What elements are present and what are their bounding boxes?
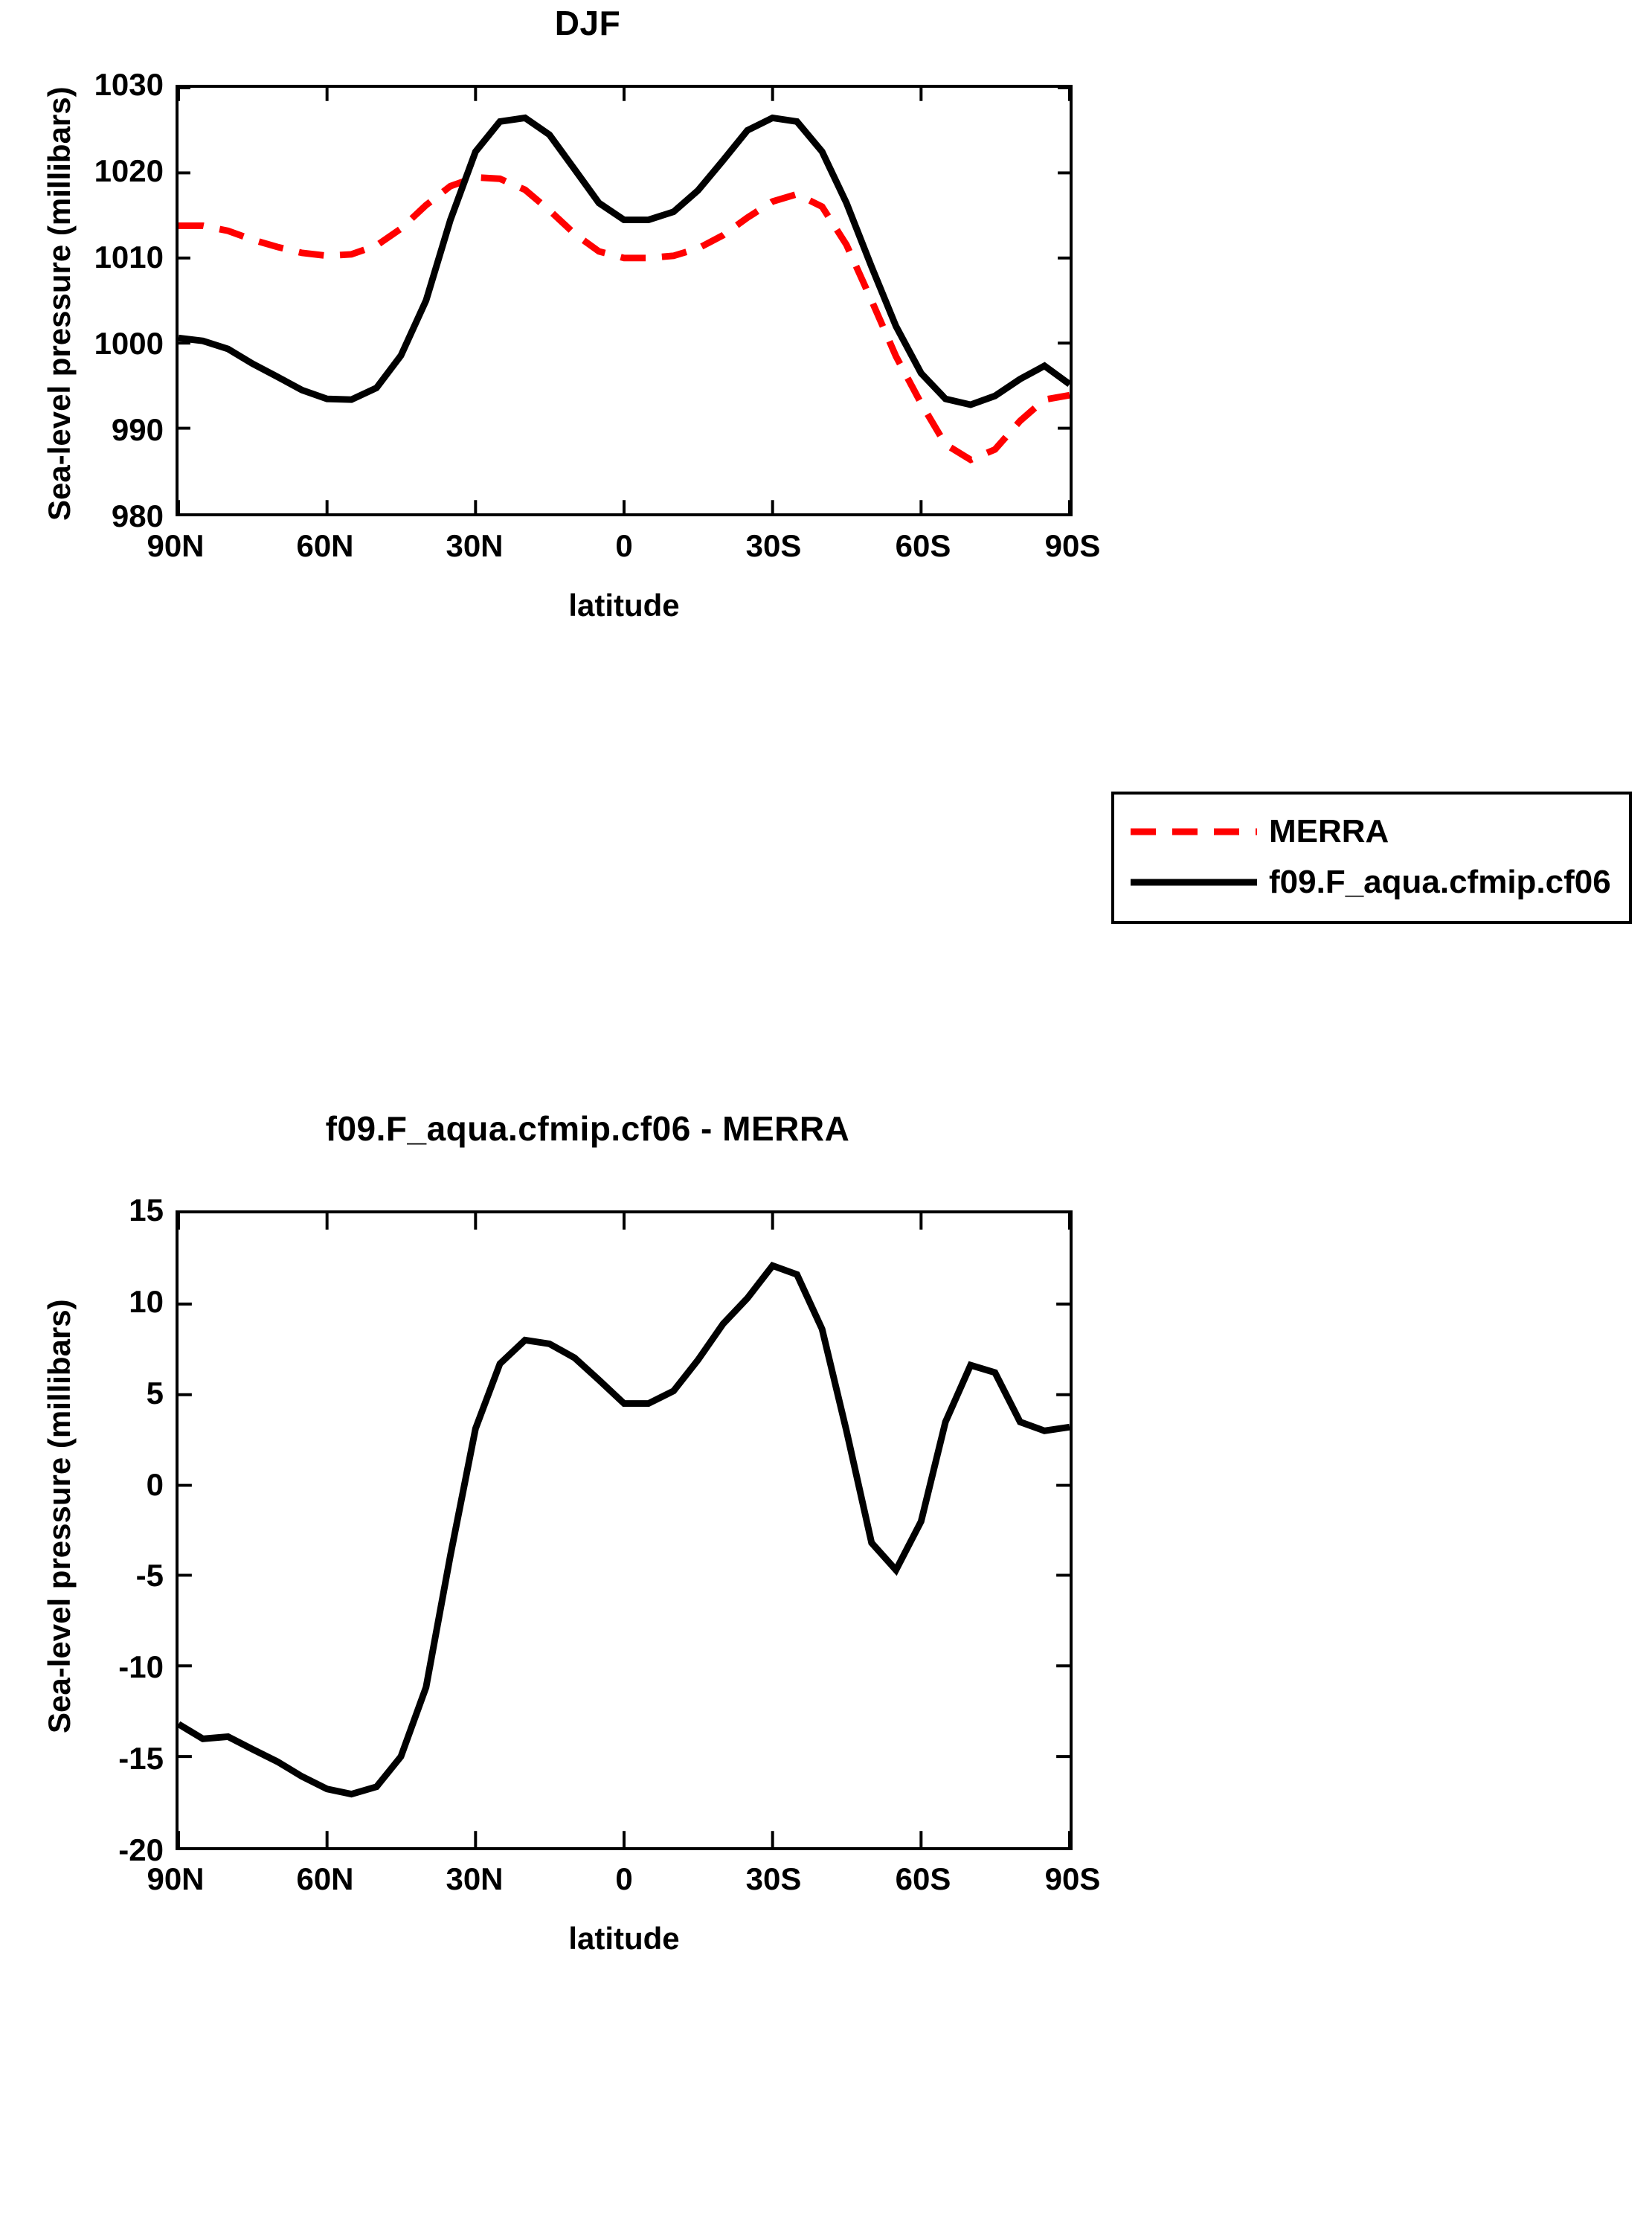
y-tick-label: 5: [146, 1376, 164, 1411]
x-tick-label: 30S: [745, 528, 802, 563]
y-tick-label: 1030: [94, 67, 164, 102]
tick-marks-top: [179, 88, 1070, 513]
x-tick-label: 90S: [1044, 1861, 1101, 1896]
y-axis-ticks-top: [7, 67, 164, 533]
y-tick-label: 1010: [94, 240, 164, 275]
plot-area-bottom: [176, 1210, 1073, 1850]
y-tick-label: -15: [118, 1741, 164, 1776]
legend-item-model[interactable]: [1114, 857, 1629, 908]
legend-item-merra[interactable]: [1114, 806, 1629, 857]
y-tick-label: 990: [111, 412, 164, 447]
x-tick-label: 0: [615, 528, 633, 563]
y-tick-label: -20: [118, 1832, 164, 1867]
y-axis-label-bottom: Sea-level pressure (millibars): [42, 1299, 77, 1733]
x-tick-label: 0: [615, 1861, 633, 1896]
legend-label-model: f09.F_aqua.cfmip.cf06: [1269, 864, 1611, 900]
x-tick-label: 30N: [446, 528, 504, 563]
y-tick-label: -5: [135, 1558, 164, 1593]
legend-swatch-dashed-red: [1131, 824, 1257, 839]
x-tick-label: 60N: [296, 1861, 354, 1896]
legend-swatch-solid-black: [1131, 875, 1257, 890]
x-axis-label-bottom: latitude: [568, 1921, 680, 1956]
x-axis-ticks-top: [147, 528, 1101, 573]
x-tick-label: 90N: [147, 528, 205, 563]
y-axis-label-top: Sea-level pressure (millibars): [42, 86, 77, 521]
chart-title-bottom: f09.F_aqua.cfmip.cf06 - MERRA: [325, 1109, 850, 1148]
y-tick-label: 1000: [94, 326, 164, 361]
x-tick-label: 30N: [446, 1861, 504, 1896]
y-tick-label: 0: [146, 1467, 164, 1502]
y-tick-label: 15: [129, 1193, 164, 1227]
chart-title-top: DJF: [554, 4, 621, 42]
series-line-difference: [179, 1265, 1070, 1794]
plot-svg-bottom: [179, 1213, 1070, 1847]
y-tick-label: 980: [111, 498, 164, 533]
plot-area-top: [176, 85, 1073, 516]
x-tick-label: 30S: [745, 1861, 802, 1896]
x-axis-ticks-bottom: [147, 1861, 1101, 1906]
y-axis-ticks-bottom: [7, 1193, 164, 1867]
y-tick-label: -10: [118, 1649, 164, 1684]
x-axis-label-top: latitude: [568, 588, 680, 623]
y-tick-label: 10: [129, 1284, 164, 1319]
legend: [1111, 792, 1632, 924]
x-tick-label: 90N: [147, 1861, 205, 1896]
plot-svg-top: [179, 88, 1070, 513]
x-tick-label: 60N: [296, 528, 354, 563]
x-tick-label: 90S: [1044, 528, 1101, 563]
y-tick-label: 1020: [94, 153, 164, 188]
x-tick-label: 60S: [895, 528, 951, 563]
tick-marks-bottom: [179, 1213, 1070, 1847]
x-tick-label: 60S: [895, 1861, 951, 1896]
legend-label-merra: MERRA: [1269, 813, 1389, 850]
